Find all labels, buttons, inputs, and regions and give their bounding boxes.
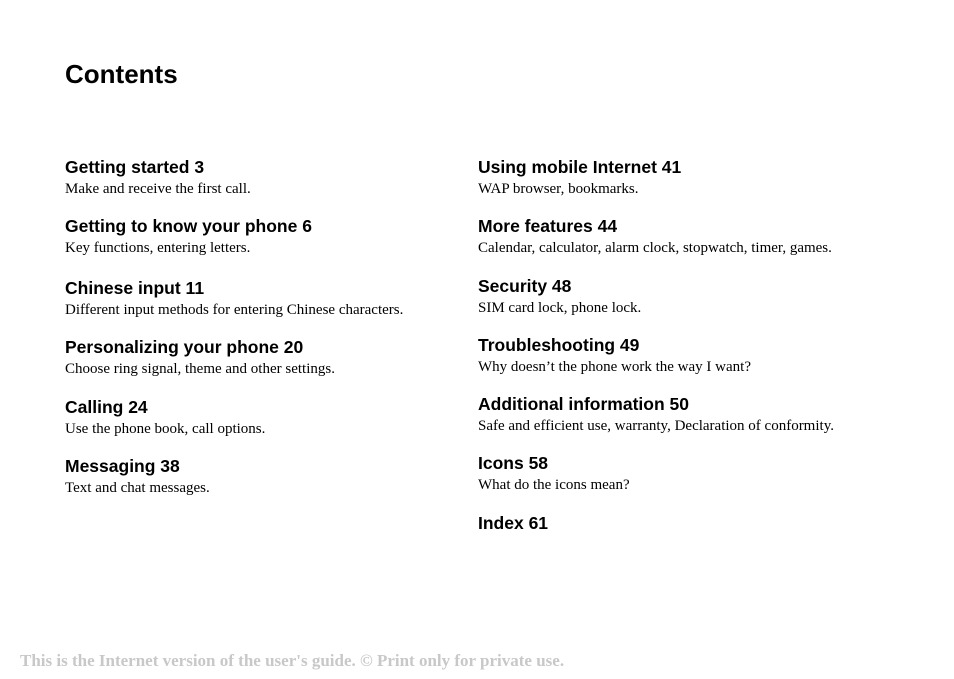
toc-entry-description: What do the icons mean? [478, 477, 630, 493]
toc-entry-description: WAP browser, bookmarks. [478, 181, 639, 197]
toc-entry-title[interactable]: Messaging 38 [65, 456, 180, 476]
toc-entry-description: Calendar, calculator, alarm clock, stopwatch, timer, games. [478, 240, 832, 256]
toc-entry-personalizing[interactable] [65, 337, 525, 378]
toc-entry-title[interactable]: Index 61 [478, 513, 549, 533]
page-title: Contents [65, 59, 178, 89]
toc-entry-getting-started[interactable] [65, 157, 525, 198]
toc-entry-title[interactable]: Getting started 3 [65, 157, 205, 177]
toc-entry-additional-information[interactable] [478, 394, 938, 435]
toc-entry-title[interactable]: More features 44 [478, 216, 618, 236]
toc-entry-title[interactable]: Using mobile Internet 41 [478, 157, 682, 177]
toc-entry-security[interactable] [478, 276, 938, 317]
toc-entry-messaging[interactable] [65, 456, 525, 497]
toc-entry-description: Different input methods for entering Chinese characters. [65, 302, 404, 318]
toc-entry-title[interactable]: Additional information 50 [478, 394, 689, 414]
toc-entry-title[interactable]: Chinese input 11 [65, 278, 205, 298]
toc-entry-mobile-internet[interactable] [478, 157, 938, 198]
toc-entry-description: Key functions, entering letters. [65, 240, 251, 256]
toc-entry-getting-to-know-phone[interactable] [65, 216, 525, 257]
toc-entry-title[interactable]: Getting to know your phone 6 [65, 216, 312, 236]
toc-entry-calling[interactable] [65, 397, 525, 438]
toc-entry-description: Use the phone book, call options. [65, 421, 266, 437]
toc-entry-troubleshooting[interactable] [478, 335, 938, 376]
toc-entry-description: Why doesn’t the phone work the way I want? [478, 359, 751, 375]
toc-entry-title[interactable]: Security 48 [478, 276, 572, 296]
toc-entry-description: Choose ring signal, theme and other settings. [65, 361, 335, 377]
toc-entry-chinese-input[interactable] [65, 278, 525, 319]
toc-entry-more-features[interactable] [478, 216, 938, 257]
toc-entry-index[interactable] [478, 513, 938, 533]
toc-entry-title[interactable]: Calling 24 [65, 397, 148, 417]
toc-entry-description: Make and receive the first call. [65, 181, 251, 197]
toc-entry-description: Safe and efficient use, warranty, Declaration of conformity. [478, 418, 834, 434]
toc-entry-description: Text and chat messages. [65, 480, 210, 496]
toc-entry-description: SIM card lock, phone lock. [478, 300, 642, 316]
toc-entry-icons[interactable] [478, 453, 938, 494]
toc-entry-title[interactable]: Troubleshooting 49 [478, 335, 640, 355]
footer-disclaimer: This is the Internet version of the user's guide. © Print only for private use. [20, 651, 565, 670]
toc-entry-title[interactable]: Icons 58 [478, 453, 549, 473]
toc-entry-title[interactable]: Personalizing your phone 20 [65, 337, 304, 357]
